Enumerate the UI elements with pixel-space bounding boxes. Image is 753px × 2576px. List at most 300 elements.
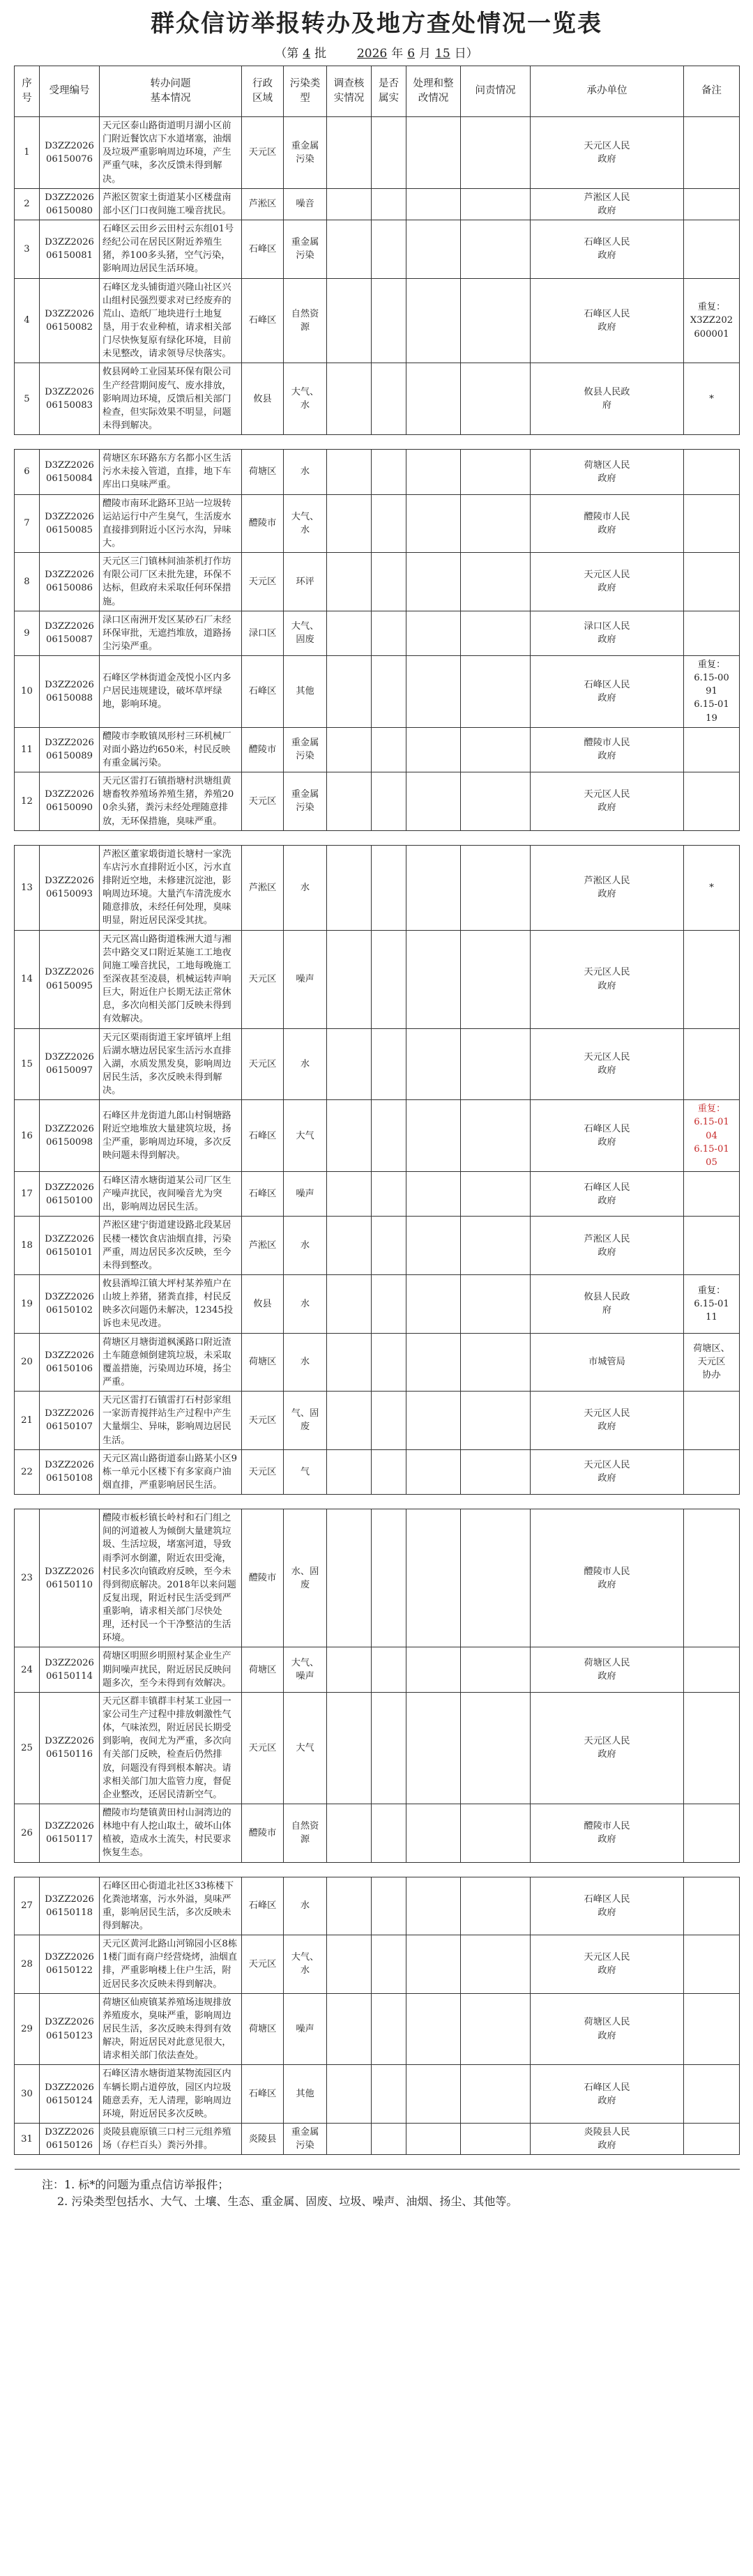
pollution-type: 噪声: [284, 1993, 327, 2065]
issue-description: 醴陵市均楚镇黄田村山洞湾边的林地中有人挖山取土，破坏山体植被，造成水土流失，村民要求恢复生态。: [100, 1804, 242, 1863]
row-number: 31: [15, 2123, 40, 2154]
table-row: [15, 1804, 740, 1863]
rectification-cell: [406, 117, 461, 189]
district: 荷塘区: [242, 1333, 284, 1392]
rectification-cell: [406, 1509, 461, 1647]
issue-description: 渌口区南洲开发区某砂石厂未经环保审批，无遮挡堆放，道路扬尘污染严重。: [100, 611, 242, 655]
district: 天元区: [242, 1935, 284, 1994]
accountability-cell: [461, 278, 531, 363]
section-gap: [15, 1862, 740, 1877]
verified-cell: [372, 1935, 406, 1994]
verified-cell: [372, 1509, 406, 1647]
investigation-cell: [327, 1692, 372, 1804]
table-row: [15, 1217, 740, 1275]
verified-cell: [372, 1647, 406, 1692]
handling-unit: 石峰区人民 政府: [531, 2065, 684, 2124]
handling-unit: 市城管局: [531, 1333, 684, 1392]
accountability-cell: [461, 450, 531, 494]
table-row: [15, 1647, 740, 1692]
district: 天元区: [242, 1449, 284, 1494]
row-number: 8: [15, 553, 40, 611]
investigation-cell: [327, 1028, 372, 1100]
verified-cell: [372, 1028, 406, 1100]
issue-description: 醴陵市板杉镇长岭村和石门组之间的河道被人为倾倒大量建筑垃圾、生活垃圾，堵塞河道，导致雨季河水倒灌，附近农田受淹，村民多次向镇政府反映，至今未得到彻底解决。2018年以来问题反复出现，附近村民生活受到严重影响，请求相关部门尽快处理，还村民一个干净整洁的生活环境。: [100, 1509, 242, 1647]
accountability-cell: [461, 1935, 531, 1994]
receipt-id: D3ZZ2026 06150089: [40, 727, 100, 772]
pollution-type: 水: [284, 450, 327, 494]
investigation-cell: [327, 930, 372, 1028]
table-row: [15, 553, 740, 611]
district: 天元区: [242, 117, 284, 189]
verified-cell: [372, 553, 406, 611]
verified-cell: [372, 117, 406, 189]
handling-unit: 芦淞区人民 政府: [531, 845, 684, 930]
table-row: [15, 772, 740, 831]
rectification-cell: [406, 188, 461, 220]
table-row: [15, 1274, 740, 1333]
district: 石峰区: [242, 2065, 284, 2124]
verified-cell: [372, 363, 406, 435]
rectification-cell: [406, 1171, 461, 1216]
row-number: 27: [15, 1877, 40, 1935]
rectification-cell: [406, 930, 461, 1028]
verified-cell: [372, 727, 406, 772]
header-cell: 行政 区域: [242, 66, 284, 117]
accountability-cell: [461, 1647, 531, 1692]
remarks: [684, 1804, 740, 1863]
complaints-table: [14, 66, 740, 2170]
receipt-id: D3ZZ2026 06150098: [40, 1100, 100, 1172]
district: 芦淞区: [242, 1217, 284, 1275]
issue-description: 攸县酒埠江镇大坪村某养殖户在山坡上养猪，猪粪直排，村民反映多次问题仍未解决，12345投诉也未见改进。: [100, 1274, 242, 1333]
verified-cell: [372, 494, 406, 553]
verified-cell: [372, 1333, 406, 1392]
row-number: 9: [15, 611, 40, 655]
receipt-id: D3ZZ2026 06150083: [40, 363, 100, 435]
row-number: 26: [15, 1804, 40, 1863]
issue-description: 芦淞区建宁街道建设路北段某居民楼一楼饮食店油烟直排，污染严重，周边居民多次反映，至今未得到整改。: [100, 1217, 242, 1275]
table-row: [15, 1877, 740, 1935]
remarks: [684, 1692, 740, 1804]
investigation-cell: [327, 2065, 372, 2124]
issue-description: 天元区栗雨街道王家坪镇坪上组后湖水塘边居民家生活污水直排入湖，水质发黑发臭，影响周边居民生活，多次反映未得到解决。: [100, 1028, 242, 1100]
remarks: [684, 1647, 740, 1692]
remarks: [684, 2123, 740, 2154]
table-row: [15, 930, 740, 1028]
issue-description: 醴陵市李畋镇凤形村三环机械厂对面小路边约650米，村民反映有重金属污染。: [100, 727, 242, 772]
remarks: 重复： 6.15-00 91 6.15-01 19: [684, 656, 740, 728]
pollution-type: 水、固 废: [284, 1509, 327, 1647]
rectification-cell: [406, 278, 461, 363]
remarks: [684, 1509, 740, 1647]
district: 醴陵市: [242, 1804, 284, 1863]
pollution-type: 自然资 源: [284, 1804, 327, 1863]
header-cell: 污染类 型: [284, 66, 327, 117]
issue-description: 天元区嵩山路街道泰山路某小区9栋一单元小区楼下有多家商户油烟直排，严重影响居民生活。: [100, 1449, 242, 1494]
investigation-cell: [327, 772, 372, 831]
remarks: [684, 772, 740, 831]
rectification-cell: [406, 1217, 461, 1275]
rectification-cell: [406, 727, 461, 772]
month-suffix: 月: [419, 47, 432, 61]
receipt-id: D3ZZ2026 06150108: [40, 1449, 100, 1494]
date-month: 6: [407, 47, 416, 61]
receipt-id: D3ZZ2026 06150080: [40, 188, 100, 220]
remarks: [684, 188, 740, 220]
table-row: [15, 2123, 740, 2154]
accountability-cell: [461, 188, 531, 220]
accountability-cell: [461, 1171, 531, 1216]
table-row: [15, 1692, 740, 1804]
issue-description: 石峰区清水塘街道某物流园区内车辆长期占道停放，园区内垃圾随意丢弃，无人清理，影响周边环境，附近居民多次反映。: [100, 2065, 242, 2124]
table-row: [15, 845, 740, 930]
remarks: [684, 611, 740, 655]
row-number: 18: [15, 1217, 40, 1275]
investigation-cell: [327, 363, 372, 435]
accountability-cell: [461, 845, 531, 930]
table-row: [15, 363, 740, 435]
rectification-cell: [406, 220, 461, 278]
issue-description: 荷塘区仙庾镇某养殖场违规排放养殖废水，臭味严重，影响周边居民生活，多次反映未得到有效解决，附近居民对此意见很大，请求相关部门依法查处。: [100, 1993, 242, 2065]
remarks: [684, 1392, 740, 1450]
district: 天元区: [242, 772, 284, 831]
accountability-cell: [461, 2065, 531, 2124]
pollution-type: 水: [284, 1333, 327, 1392]
district: 攸县: [242, 363, 284, 435]
district: 醴陵市: [242, 1509, 284, 1647]
investigation-cell: [327, 1274, 372, 1333]
section-gap: [15, 2155, 740, 2170]
pollution-type: 重金属 污染: [284, 772, 327, 831]
table-row: [15, 188, 740, 220]
header-cell: 处理和整 改情况: [406, 66, 461, 117]
investigation-cell: [327, 2123, 372, 2154]
accountability-cell: [461, 1333, 531, 1392]
handling-unit: 芦淞区人民 政府: [531, 1217, 684, 1275]
handling-unit: 天元区人民 政府: [531, 1449, 684, 1494]
remarks: 荷塘区、 天元区 协办: [684, 1333, 740, 1392]
rectification-cell: [406, 1333, 461, 1392]
district: 荷塘区: [242, 450, 284, 494]
district: 石峰区: [242, 1171, 284, 1216]
district: 天元区: [242, 1028, 284, 1100]
receipt-id: D3ZZ2026 06150117: [40, 1804, 100, 1863]
investigation-cell: [327, 1993, 372, 2065]
investigation-cell: [327, 1392, 372, 1450]
year-suffix: 年: [391, 47, 404, 61]
investigation-cell: [327, 450, 372, 494]
investigation-cell: [327, 1509, 372, 1647]
table-row: [15, 727, 740, 772]
date-day: 15: [435, 47, 450, 61]
district: 石峰区: [242, 1100, 284, 1172]
district: 攸县: [242, 1274, 284, 1333]
pollution-type: 自然资 源: [284, 278, 327, 363]
table-row: [15, 611, 740, 655]
day-suffix: 日）: [454, 47, 478, 61]
rectification-cell: [406, 1993, 461, 2065]
accountability-cell: [461, 1804, 531, 1863]
row-number: 25: [15, 1692, 40, 1804]
pollution-type: 大气、 固废: [284, 611, 327, 655]
receipt-id: D3ZZ2026 06150085: [40, 494, 100, 553]
issue-description: 天元区嵩山路街道株洲大道与湘芸中路交叉口附近某施工工地夜间施工噪音扰民，工地每晚施工至深夜甚至凌晨，机械运转声响巨大，附近住户长期无法正常休息，多次向相关部门反映未得到有效解决。: [100, 930, 242, 1028]
rectification-cell: [406, 2065, 461, 2124]
handling-unit: 炎陵县人民 政府: [531, 2123, 684, 2154]
table-row: [15, 278, 740, 363]
pollution-type: 其他: [284, 2065, 327, 2124]
row-number: 22: [15, 1449, 40, 1494]
receipt-id: D3ZZ2026 06150100: [40, 1171, 100, 1216]
pollution-type: 大气: [284, 1692, 327, 1804]
handling-unit: 石峰区人民 政府: [531, 656, 684, 728]
handling-unit: 渌口区人民 政府: [531, 611, 684, 655]
handling-unit: 天元区人民 政府: [531, 1028, 684, 1100]
rectification-cell: [406, 363, 461, 435]
issue-description: 石峰区龙头铺街道兴隆山社区兴山组村民强烈要求对已经废弃的荒山、造纸厂地块进行土地复垦，用于农业种植，请求相关部门尽快恢复原有绿化环境，目前未见整改，请求领导尽快落实。: [100, 278, 242, 363]
district: 渌口区: [242, 611, 284, 655]
investigation-cell: [327, 611, 372, 655]
verified-cell: [372, 1804, 406, 1863]
handling-unit: 攸县人民政 府: [531, 1274, 684, 1333]
row-number: 29: [15, 1993, 40, 2065]
remarks: [684, 727, 740, 772]
investigation-cell: [327, 845, 372, 930]
district: 芦淞区: [242, 845, 284, 930]
handling-unit: 天元区人民 政府: [531, 1392, 684, 1450]
handling-unit: 石峰区人民 政府: [531, 1877, 684, 1935]
investigation-cell: [327, 494, 372, 553]
gap-cell: [15, 2155, 740, 2170]
investigation-cell: [327, 1217, 372, 1275]
table-row: [15, 1171, 740, 1216]
accountability-cell: [461, 1217, 531, 1275]
row-number: 7: [15, 494, 40, 553]
row-number: 14: [15, 930, 40, 1028]
district: 石峰区: [242, 656, 284, 728]
remarks: [684, 1028, 740, 1100]
remarks: [684, 494, 740, 553]
table-row: [15, 1333, 740, 1392]
issue-description: 醴陵市南环北路环卫站一垃圾转运站运行中产生臭气，生活废水直接排到附近小区污水沟，异味大。: [100, 494, 242, 553]
row-number: 13: [15, 845, 40, 930]
issue-description: 天元区群丰镇群丰村某工业园一家公司生产过程中排放刺激性气体，气味浓烈，附近居民长期受到影响，夜间尤为严重，多次向有关部门反映，检查后仍然排放，问题没有得到根本解决。请求相关部门加大监管力度，督促企业整改，还居民清新空气。: [100, 1692, 242, 1804]
row-number: 19: [15, 1274, 40, 1333]
rectification-cell: [406, 1100, 461, 1172]
receipt-id: D3ZZ2026 06150088: [40, 656, 100, 728]
issue-description: 天元区三门镇林间油茶机打作坊有限公司厂区未批先建，环保不达标，但政府未采取任何环保措施。: [100, 553, 242, 611]
receipt-id: D3ZZ2026 06150107: [40, 1392, 100, 1450]
accountability-cell: [461, 1100, 531, 1172]
investigation-cell: [327, 1100, 372, 1172]
table-row: [15, 1509, 740, 1647]
pollution-type: 重金属 污染: [284, 117, 327, 189]
accountability-cell: [461, 1392, 531, 1450]
table-row: [15, 1935, 740, 1994]
accountability-cell: [461, 1692, 531, 1804]
issue-description: 攸县网岭工业园某环保有限公司生产经营期间废气、废水排放，影响周边环境，反馈后相关部门检查，但实际效果不明显，问题未得到解决。: [100, 363, 242, 435]
accountability-cell: [461, 117, 531, 189]
rectification-cell: [406, 1877, 461, 1935]
receipt-id: D3ZZ2026 06150114: [40, 1647, 100, 1692]
accountability-cell: [461, 1449, 531, 1494]
pollution-type: 其他: [284, 656, 327, 728]
issue-description: 炎陵县鹿原镇三口村三元组养殖场（存栏百头）粪污外排。: [100, 2123, 242, 2154]
receipt-id: D3ZZ2026 06150093: [40, 845, 100, 930]
receipt-id: D3ZZ2026 06150087: [40, 611, 100, 655]
verified-cell: [372, 772, 406, 831]
pollution-type: 重金属 污染: [284, 2123, 327, 2154]
remarks: [684, 1217, 740, 1275]
rectification-cell: [406, 2123, 461, 2154]
pollution-type: 水: [284, 1274, 327, 1333]
row-number: 24: [15, 1647, 40, 1692]
rectification-cell: [406, 1804, 461, 1863]
verified-cell: [372, 1100, 406, 1172]
header-cell: 调查核 实情况: [327, 66, 372, 117]
pollution-type: 大气、 水: [284, 363, 327, 435]
rectification-cell: [406, 1692, 461, 1804]
rectification-cell: [406, 553, 461, 611]
handling-unit: 石峰区人民 政府: [531, 278, 684, 363]
row-number: 21: [15, 1392, 40, 1450]
rectification-cell: [406, 656, 461, 728]
handling-unit: 天元区人民 政府: [531, 1935, 684, 1994]
verified-cell: [372, 2065, 406, 2124]
header-cell: 备注: [684, 66, 740, 117]
pollution-type: 噪声: [284, 1171, 327, 1216]
row-number: 17: [15, 1171, 40, 1216]
handling-unit: 天元区人民 政府: [531, 1692, 684, 1804]
pollution-type: 水: [284, 1028, 327, 1100]
verified-cell: [372, 1274, 406, 1333]
district: 天元区: [242, 1392, 284, 1450]
rectification-cell: [406, 1935, 461, 1994]
issue-description: 石峰区井龙街道九郎山村铜塘路附近空地堆放大量建筑垃圾，扬尘严重，影响周边环境，多次反映问题未得到解决。: [100, 1100, 242, 1172]
handling-unit: 芦淞区人民 政府: [531, 188, 684, 220]
district: 天元区: [242, 553, 284, 611]
issue-description: 天元区黄河北路山河锦园小区8栋1楼门面有商户经营烧烤，油烟直排，严重影响楼上住户生活，附近居民多次反映未得到解决。: [100, 1935, 242, 1994]
verified-cell: [372, 450, 406, 494]
header-cell: 问责情况: [461, 66, 531, 117]
accountability-cell: [461, 1993, 531, 2065]
date-year: 2026: [356, 47, 388, 61]
receipt-id: D3ZZ2026 06150095: [40, 930, 100, 1028]
accountability-cell: [461, 494, 531, 553]
rectification-cell: [406, 772, 461, 831]
pollution-type: 大气、 水: [284, 1935, 327, 1994]
table-row: [15, 1028, 740, 1100]
receipt-id: D3ZZ2026 06150084: [40, 450, 100, 494]
receipt-id: D3ZZ2026 06150097: [40, 1028, 100, 1100]
handling-unit: 石峰区人民 政府: [531, 220, 684, 278]
header-cell: 受理编号: [40, 66, 100, 117]
remarks: [684, 117, 740, 189]
header-row: [15, 66, 740, 117]
row-number: 6: [15, 450, 40, 494]
handling-unit: 荷塘区人民 政府: [531, 1993, 684, 2065]
table-row: [15, 1392, 740, 1450]
receipt-id: D3ZZ2026 06150116: [40, 1692, 100, 1804]
issue-description: 芦淞区贺家土街道某小区楼盘南部小区门口夜间施工噪音扰民。: [100, 188, 242, 220]
table-row: [15, 494, 740, 553]
investigation-cell: [327, 1804, 372, 1863]
subtitle-prefix: （第: [275, 47, 299, 61]
subtitle: [0, 43, 753, 61]
handling-unit: 天元区人民 政府: [531, 930, 684, 1028]
table-row: [15, 656, 740, 728]
pollution-type: 大气、 水: [284, 494, 327, 553]
section-gap: [15, 435, 740, 450]
remarks: [684, 450, 740, 494]
verified-cell: [372, 2123, 406, 2154]
row-number: 15: [15, 1028, 40, 1100]
investigation-cell: [327, 727, 372, 772]
rectification-cell: [406, 494, 461, 553]
rectification-cell: [406, 1274, 461, 1333]
verified-cell: [372, 278, 406, 363]
row-number: 28: [15, 1935, 40, 1994]
table-row: [15, 450, 740, 494]
table-row: [15, 117, 740, 189]
issue-description: 天元区雷打石镇雷打石村彭家组一家沥青搅拌站生产过程中产生大量烟尘、异味，影响周边居民生活。: [100, 1392, 242, 1450]
handling-unit: 醴陵市人民 政府: [531, 1509, 684, 1647]
rectification-cell: [406, 1392, 461, 1450]
accountability-cell: [461, 930, 531, 1028]
remarks: [684, 220, 740, 278]
batch-suffix: 批: [314, 47, 327, 61]
investigation-cell: [327, 117, 372, 189]
row-number: 1: [15, 117, 40, 189]
receipt-id: D3ZZ2026 06150082: [40, 278, 100, 363]
accountability-cell: [461, 553, 531, 611]
district: 醴陵市: [242, 494, 284, 553]
verified-cell: [372, 611, 406, 655]
page-title: 群众信访举报转办及地方查处情况一览表: [151, 10, 602, 38]
gap-cell: [15, 435, 740, 450]
accountability-cell: [461, 1877, 531, 1935]
remarks: 重复： 6.15-01 04 6.15-01 05: [684, 1100, 740, 1172]
investigation-cell: [327, 1877, 372, 1935]
gap-cell: [15, 830, 740, 845]
rectification-cell: [406, 1449, 461, 1494]
issue-description: 石峰区田心街道北社区33栋楼下化粪池堵塞，污水外溢，臭味严重，影响居民生活，多次反映未得到解决。: [100, 1877, 242, 1935]
rectification-cell: [406, 1647, 461, 1692]
remarks: [684, 1171, 740, 1216]
issue-description: 荷塘区明照乡明照村某企业生产期间噪声扰民，附近居民反映问题多次，至今未得到有效解决。: [100, 1647, 242, 1692]
verified-cell: [372, 1692, 406, 1804]
header-cell: 序号: [15, 66, 40, 117]
row-number: 20: [15, 1333, 40, 1392]
row-number: 4: [15, 278, 40, 363]
accountability-cell: [461, 2123, 531, 2154]
district: 石峰区: [242, 278, 284, 363]
pollution-type: 大气: [284, 1100, 327, 1172]
investigation-cell: [327, 220, 372, 278]
accountability-cell: [461, 1509, 531, 1647]
pollution-type: 气: [284, 1449, 327, 1494]
batch-number: 4: [303, 47, 311, 61]
remarks: *: [684, 845, 740, 930]
receipt-id: D3ZZ2026 06150106: [40, 1333, 100, 1392]
table-row: [15, 1100, 740, 1172]
issue-description: 天元区泰山路街道明月湖小区前门附近餐饮店下水道堵塞，油烟及垃圾严重影响周边环境，产生严重气味，多次反馈未得到解决。: [100, 117, 242, 189]
verified-cell: [372, 656, 406, 728]
issue-description: 天元区雷打石镇指塘村洪塘组黄塘畜牧养殖场养殖生猪，养殖200余头猪，粪污未经处理随意排放，无环保措施，臭味严重。: [100, 772, 242, 831]
district: 石峰区: [242, 1877, 284, 1935]
verified-cell: [372, 1392, 406, 1450]
pollution-type: 重金属 污染: [284, 727, 327, 772]
